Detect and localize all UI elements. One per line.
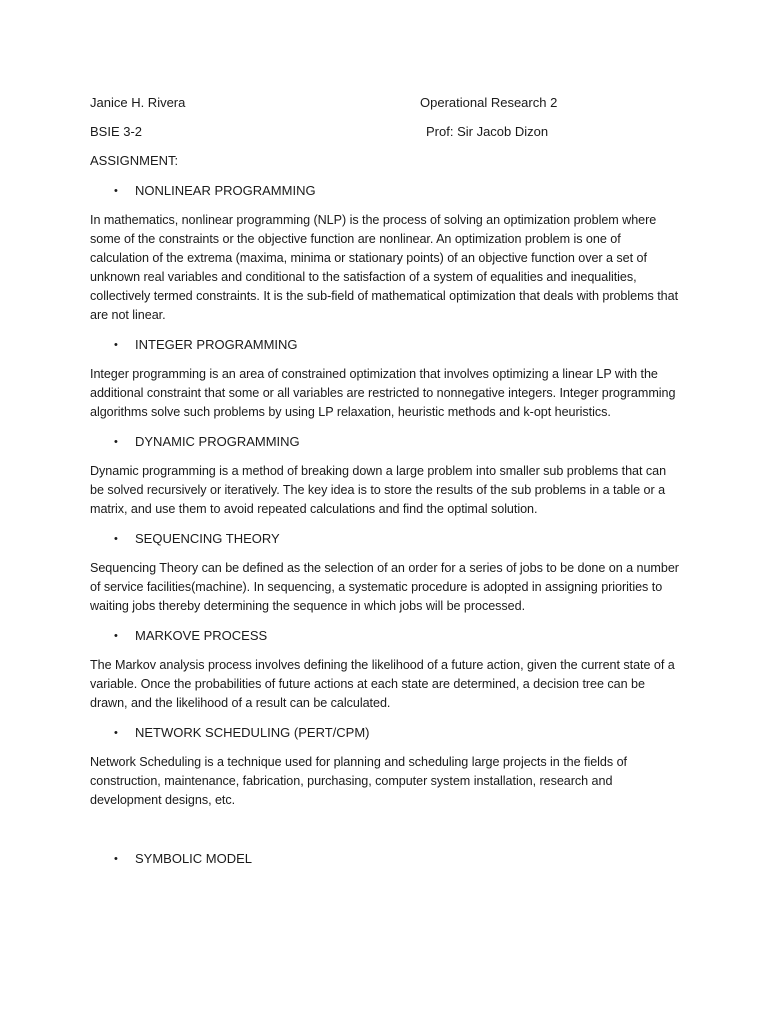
section-title: NETWORK SCHEDULING (PERT/CPM) <box>135 725 370 740</box>
bullet-icon: • <box>114 533 118 545</box>
author-name: Janice H. Rivera <box>90 95 186 110</box>
section-title: INTEGER PROGRAMMING <box>135 337 298 352</box>
section-heading-integer <box>90 336 680 354</box>
section-heading-network <box>90 724 680 742</box>
assignment-label: ASSIGNMENT: <box>90 153 179 168</box>
section-heading-sequencing <box>90 530 680 548</box>
section-title: SEQUENCING THEORY <box>135 531 280 546</box>
section-title: SYMBOLIC MODEL <box>135 851 253 866</box>
bullet-icon: • <box>114 436 118 448</box>
course-title: Operational Research 2 <box>420 95 558 110</box>
section-heading-dynamic <box>90 433 680 451</box>
class-section: BSIE 3-2 <box>90 124 143 139</box>
bullet-icon: • <box>114 339 118 351</box>
section-title: NONLINEAR PROGRAMMING <box>135 183 316 198</box>
section-heading-symbolic <box>90 850 680 868</box>
bullet-icon: • <box>114 727 118 739</box>
header-row-2 <box>90 123 690 141</box>
section-heading-markov <box>90 627 680 645</box>
section-body-network: Network Scheduling is a technique used for planning and scheduling large projects in the fields of construction, maintenance, fabrication, purchasing, computer system installation, research and development designs, etc. <box>90 755 627 807</box>
section-heading-nonlinear <box>90 182 680 200</box>
section-body-sequencing: Sequencing Theory can be defined as the selection of an order for a series of jobs to be done on a number of service facilities(machine). In sequencing, a systematic procedure is adopted in assigning priorities to waiting jobs thereby determining the sequence in which jobs will be processed. <box>90 561 679 613</box>
header-row-1 <box>90 94 690 112</box>
assignment-sections <box>90 182 680 879</box>
bullet-icon: • <box>114 630 118 642</box>
bullet-icon: • <box>114 185 118 197</box>
professor-name: Prof: Sir Jacob Dizon <box>426 124 549 139</box>
section-body-integer: Integer programming is an area of constrained optimization that involves optimizing a linear LP with the additional constraint that some or all variables are restricted to nonnegative integers. Integer programming algorithms solve such problems by using LP relaxation, heuristic methods and k-opt heuristics. <box>90 367 676 419</box>
section-body-markov: The Markov analysis process involves defining the likelihood of a future action, given the current state of a variable. Once the probabilities of future actions at each state are determined, a decision tree can be drawn, and the likelihood of a result can be calculated. <box>90 658 675 710</box>
section-body-dynamic: Dynamic programming is a method of breaking down a large problem into smaller sub problems that can be solved recursively or iteratively. The key idea is to store the results of the sub problems in a table or a matrix, and use them to avoid repeated calculations and find the optimal solution. <box>90 464 667 516</box>
section-title: MARKOVE PROCESS <box>135 628 268 643</box>
section-body-nonlinear: In mathematics, nonlinear programming (NLP) is the process of solving an optimization problem where some of the constraints or the objective function are nonlinear. An optimization problem is one of calculation of the extrema (maxima, minima or stationary points) of an objective function over a set of unknown real variables and conditional to the satisfaction of a system of equalities and inequalities, collectively termed constraints. It is the sub-field of mathematical optimization that deals with problems that are not linear. <box>90 213 679 322</box>
bullet-icon: • <box>114 853 118 865</box>
section-title: DYNAMIC PROGRAMMING <box>135 434 300 449</box>
